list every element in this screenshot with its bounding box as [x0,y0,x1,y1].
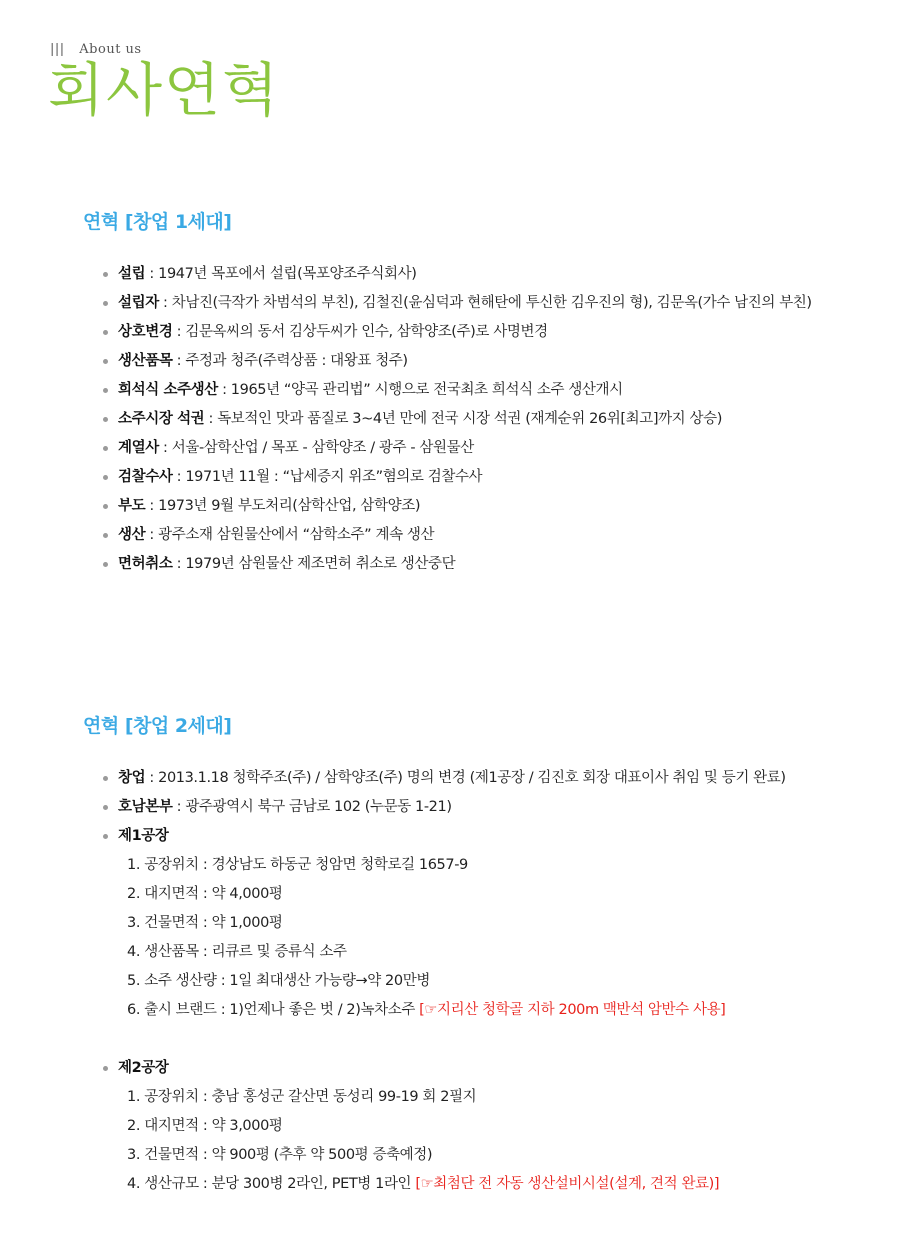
detail-line-text: 6. 출시 브랜드 : 1)언제나 좋은 벗 / 2)녹차소주 [127,1002,420,1018]
item-label: 부도 [118,498,146,514]
item-text: : 서울-삼학산업 / 목포 - 삼학양조 / 광주 - 삼원물산 [158,440,474,456]
list-item [103,521,812,550]
detail-line: 1. 공장위치 : 경상남도 하동군 청암면 청학로길 1657-9 [127,857,468,873]
page-title: 회사연혁 [48,56,281,124]
item-text: : 1965년 “양곡 관리법” 시행으로 전국최초 희석식 소주 생산개시 [217,382,623,398]
eyebrow-bars: ||| [50,42,65,57]
item-label: 창업 [118,770,146,786]
item-label: 설립자 [118,295,159,311]
list-item [103,289,812,318]
item-text: : 1971년 11월 : “납세증지 위조”혐의로 검찰수사 [172,469,483,485]
item-text: : 광주소재 삼원물산에서 “삼학소주” 계속 생산 [145,527,435,543]
list-item [103,492,812,521]
item-label: 설립 [118,266,146,282]
detail-line: 4. 생산품목 : 리큐르 및 증류식 소주 [127,944,347,960]
eyebrow-label: About us [79,42,142,57]
item-text: : 광주광역시 북구 금남로 102 (누문동 1-21) [172,799,452,815]
item-label: 검찰수사 [118,469,173,485]
list-item [103,550,812,579]
item-text: : 김문옥씨의 동서 김상두씨가 인수, 삼학양조(주)로 사명변경 [172,324,548,340]
list-item [103,434,812,463]
item-label: 면허취소 [118,556,173,572]
item-label: 생산품목 [118,353,173,369]
item-text: : 1973년 9월 부도처리(삼학산업, 삼학양조) [145,498,421,514]
list-item [103,764,786,793]
eyebrow [50,42,142,57]
item-text: : 차남진(극작가 차범석의 부친), 김철진(윤심덕과 현해탄에 투신한 김우진의 형), 김문옥(가수 남진의 부친) [158,295,812,311]
list-item [103,1054,169,1083]
list-item [103,260,812,289]
detail-line-text: 4. 생산규모 : 분당 300병 2라인, PET병 1라인 [127,1176,416,1192]
factory1-label: 제1공장 [118,828,169,844]
list-item [103,318,812,347]
factory2-list [103,1054,169,1083]
detail-line: 2. 대지면적 : 약 3,000평 [127,1118,283,1134]
section2-title: 연혁 [창업 2세대] [83,715,232,737]
detail-line [127,1170,719,1199]
list-item [103,376,812,405]
detail-line: 5. 소주 생산량 : 1일 최대생산 가능량→약 20만병 [127,973,430,989]
detail-line: 3. 건물면적 : 약 1,000평 [127,915,283,931]
water-source-note: [☞지리산 청학골 지하 200m 맥반석 암반수 사용] [419,1002,726,1018]
factory2-label: 제2공장 [118,1060,169,1076]
item-text: : 독보적인 맛과 품질로 3~4년 만에 전국 시장 석권 (재계순위 26위[최고]까지 상승) [204,411,722,427]
list-item [103,822,786,851]
item-label: 생산 [118,527,146,543]
item-text: : 주정과 청주(주력상품 : 대왕표 청주) [172,353,408,369]
factory2-details [127,1083,719,1199]
factory1-details [127,851,725,1025]
list-item [103,793,786,822]
list-item [103,463,812,492]
section1-title: 연혁 [창업 1세대] [83,211,232,233]
item-text: : 2013.1.18 청학주조(주) / 삼학양조(주) 명의 변경 (제1공장 / 김진호 회장 대표이사 취임 및 등기 완료) [145,770,786,786]
item-label: 소주시장 석권 [118,411,205,427]
item-label: 희석식 소주생산 [118,382,218,398]
item-label: 계열사 [118,440,159,456]
item-label: 호남본부 [118,799,173,815]
detail-line [127,996,725,1025]
section2-list [103,764,786,851]
list-item [103,405,812,434]
section1-list [103,260,812,579]
detail-line: 3. 건물면적 : 약 900평 (추후 약 500평 증축예정) [127,1147,433,1163]
item-text: : 1979년 삼원물산 제조면허 취소로 생산중단 [172,556,456,572]
item-text: : 1947년 목포에서 설립(목포양조주식회사) [145,266,417,282]
facility-note: [☞최첨단 전 자동 생산설비시설(설계, 견적 완료)] [415,1176,720,1192]
list-item [103,347,812,376]
detail-line: 1. 공장위치 : 충남 홍성군 갈산면 동성리 99-19 회 2필지 [127,1089,477,1105]
item-label: 상호변경 [118,324,173,340]
detail-line: 2. 대지면적 : 약 4,000평 [127,886,283,902]
